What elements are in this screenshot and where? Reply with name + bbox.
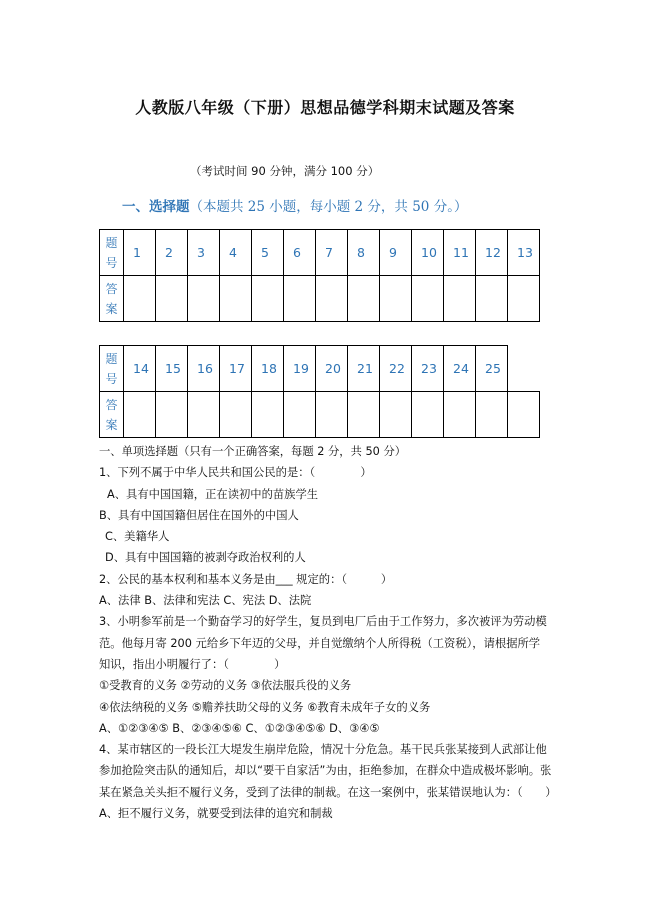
answer-cell[interactable] (124, 276, 156, 322)
answer-cell[interactable] (380, 392, 412, 438)
question-number: 24 (444, 346, 476, 392)
question-number: 14 (124, 346, 156, 392)
answer-cell[interactable] (316, 392, 348, 438)
answer-cell[interactable] (156, 392, 188, 438)
exam-info: （考试时间 90 分钟，满分 100 分） (190, 164, 380, 178)
question-number: 18 (252, 346, 284, 392)
row-header-question: 题 号 (100, 230, 124, 276)
answer-cell[interactable] (220, 276, 252, 322)
question-number: 22 (380, 346, 412, 392)
question-number: 9 (380, 230, 412, 276)
row-header-question: 题 号 (100, 346, 124, 392)
answer-grid-2 (99, 345, 540, 438)
answer-grid-1 (99, 229, 540, 322)
question-stem: 知识，指出小明履行了：（ ） (99, 657, 286, 671)
question-stem: 2、公民的基本权利和基本义务是由___ 规定的：（ ） (99, 572, 393, 586)
answer-cell[interactable] (476, 276, 508, 322)
question-number: 20 (316, 346, 348, 392)
answer-cell[interactable] (412, 392, 444, 438)
answer-cell[interactable] (476, 392, 508, 438)
question-stem: 参加抢险突击队的通知后，却以“要干自家活”为由，拒绝参加，在群众中造成极坏影响。张 (99, 764, 552, 778)
question-stem: 范。他每月寄 200 元给乡下年迈的父母，并自觉缴纳个人所得税（工资税），请根据所学 (99, 636, 541, 650)
question-number: 16 (188, 346, 220, 392)
question-number: 23 (412, 346, 444, 392)
question-body (99, 441, 569, 824)
question-number: 10 (412, 230, 444, 276)
option-line: A、①②③④⑤ B、②③④⑤⑥ C、①②③④⑤⑥ D、③④⑤ (99, 721, 380, 735)
answer-cell[interactable] (444, 392, 476, 438)
section-heading (122, 195, 467, 215)
question-number: 11 (444, 230, 476, 276)
question-number-row (100, 346, 540, 392)
option-line: A、拒不履行义务，就要受到法律的追究和制裁 (99, 807, 333, 821)
question-number: 6 (284, 230, 316, 276)
option-line: B、具有中国国籍但居住在国外的中国人 (99, 508, 299, 522)
answer-cell[interactable] (284, 392, 316, 438)
answer-row (100, 276, 540, 322)
question-number: 2 (156, 230, 188, 276)
section-label: 一、选择题 (122, 199, 190, 215)
question-number: 7 (316, 230, 348, 276)
answer-cell[interactable] (188, 392, 220, 438)
option-line: A、具有中国国籍，正在读初中的苗族学生 (107, 487, 319, 501)
question-number: 21 (348, 346, 380, 392)
answer-cell[interactable] (252, 276, 284, 322)
question-number-row (100, 230, 540, 276)
question-number: 3 (188, 230, 220, 276)
answer-cell[interactable] (188, 276, 220, 322)
row-header-answer: 答 案 (100, 392, 124, 438)
choice-list: ④依法纳税的义务 ⑤赡养扶助父母的义务 ⑥教育未成年子女的义务 (99, 700, 431, 714)
answer-cell[interactable] (124, 392, 156, 438)
row-header-answer: 答 案 (100, 276, 124, 322)
question-number: 19 (284, 346, 316, 392)
answer-row (100, 392, 540, 438)
question-number: 12 (476, 230, 508, 276)
option-line: D、具有中国国籍的被剥夺政治权利的人 (105, 551, 306, 565)
question-number-empty (508, 346, 540, 392)
question-number: 25 (476, 346, 508, 392)
answer-cell[interactable] (412, 276, 444, 322)
answer-cell[interactable] (348, 392, 380, 438)
option-line: C、美籍华人 (105, 530, 170, 544)
option-line: A、法律 B、法律和宪法 C、宪法 D、法院 (99, 594, 312, 608)
document-title: 人教版八年级（下册）思想品德学科期末试题及答案 (135, 98, 515, 117)
question-stem: 1、下列不属于中华人民共和国公民的是：（ ） (99, 466, 372, 480)
question-stem: 3、小明参军前是一个勤奋学习的好学生，复员到电厂后由于工作努力，多次被评为劳动模 (99, 615, 547, 629)
question-number: 4 (220, 230, 252, 276)
choice-list: ①受教育的义务 ②劳动的义务 ③依法服兵役的义务 (99, 679, 352, 693)
answer-cell[interactable] (444, 276, 476, 322)
answer-cell[interactable] (508, 392, 540, 438)
answer-cell[interactable] (284, 276, 316, 322)
question-number: 1 (124, 230, 156, 276)
question-number: 17 (220, 346, 252, 392)
answer-cell[interactable] (156, 276, 188, 322)
answer-cell[interactable] (220, 392, 252, 438)
answer-cell[interactable] (316, 276, 348, 322)
question-number: 5 (252, 230, 284, 276)
section-note: （本题共 25 小题，每小题 2 分，共 50 分。） (189, 199, 468, 215)
question-stem: 某在紧急关头拒不履行义务，受到了法律的制裁。在这一案例中，张某错误地认为：（ ） (99, 785, 557, 799)
question-number: 15 (156, 346, 188, 392)
answer-cell[interactable] (348, 276, 380, 322)
section-instructions: 一、单项选择题（只有一个正确答案，每题 2 分，共 50 分） (99, 445, 407, 458)
question-number: 13 (508, 230, 540, 276)
answer-cell[interactable] (508, 276, 540, 322)
question-number: 8 (348, 230, 380, 276)
question-stem: 4、某市辖区的一段长江大堤发生崩岸危险，情况十分危急。基干民兵张某接到人武部让他 (99, 743, 547, 757)
answer-cell[interactable] (252, 392, 284, 438)
answer-cell[interactable] (380, 276, 412, 322)
